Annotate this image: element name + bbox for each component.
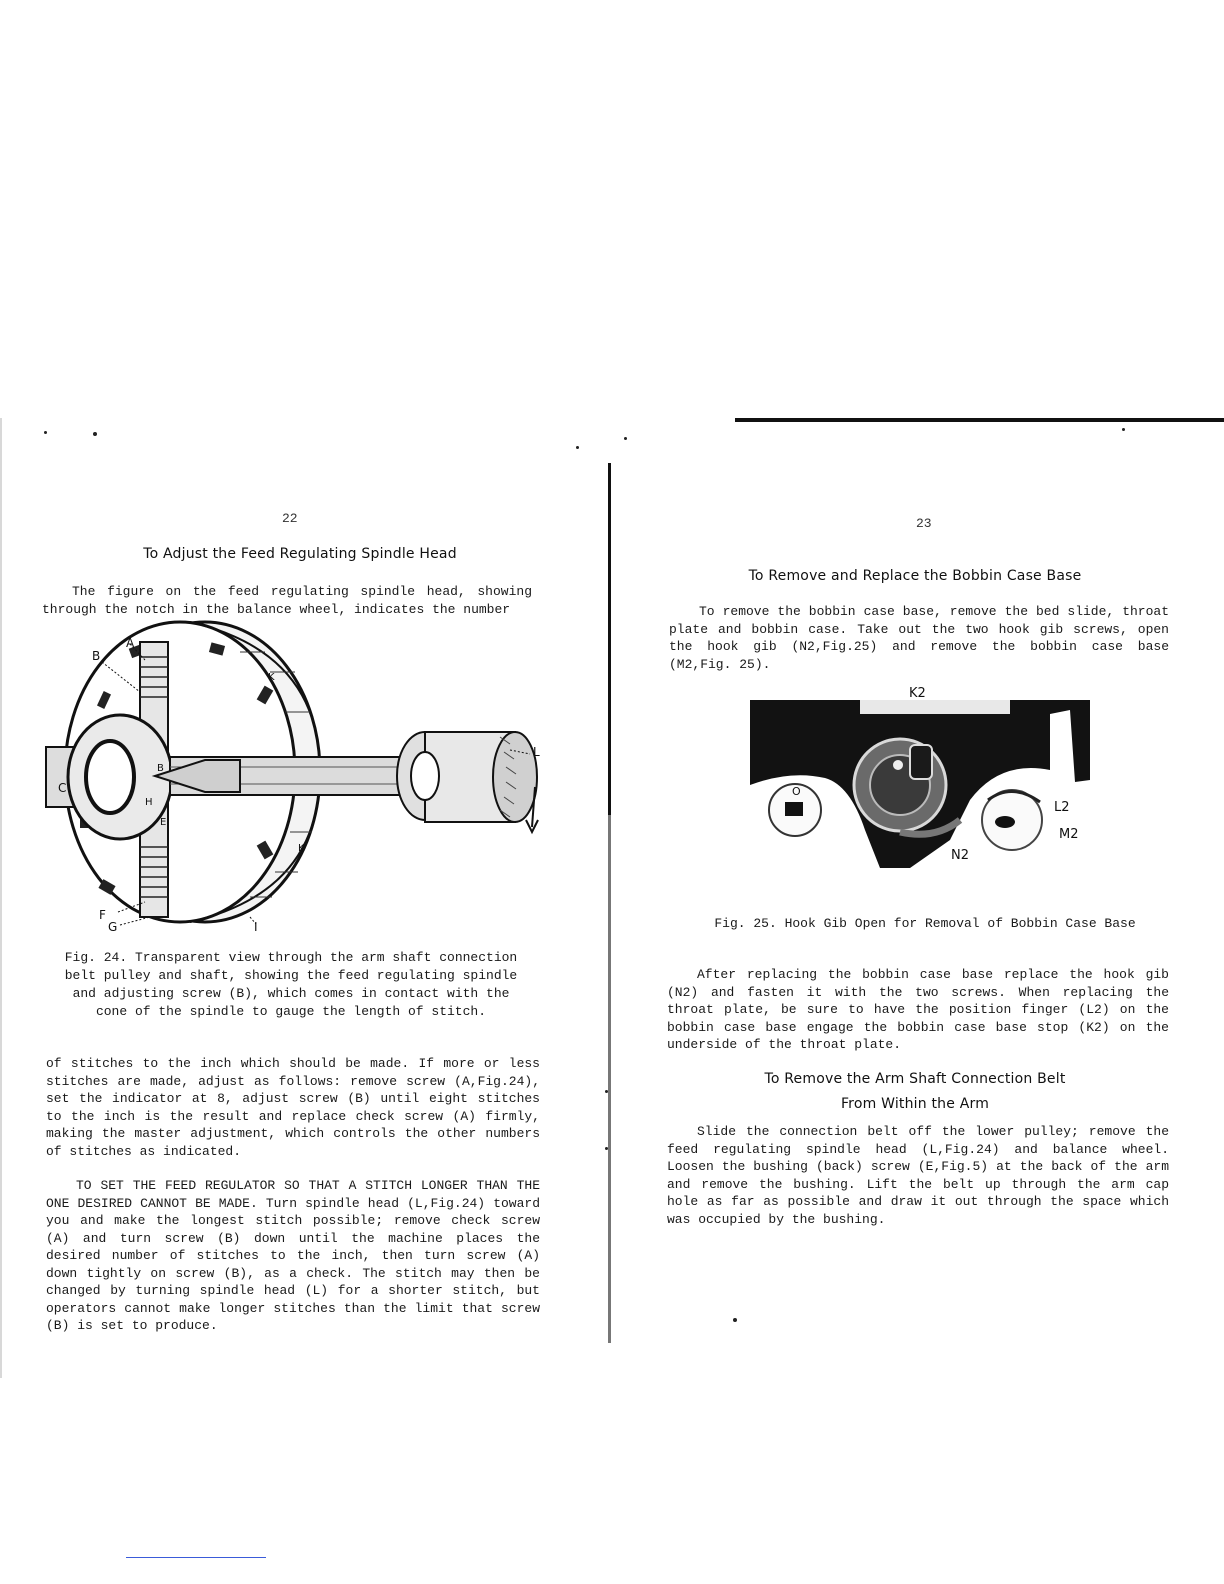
scan-speck	[605, 1147, 608, 1150]
left-paragraph-1: of stitches to the inch which should be made. If more or less stitches are made, adjust as follows: remove screw (A,Fig.24), set the indicator at 8, adjust screw (B) until eight stitches to the inch is the result and replace check screw (A) firmly, making the master adjustment, which controls the other numbers of stitches as indicated.	[46, 1056, 540, 1159]
section-title-line-2: From Within the Arm	[840, 1096, 990, 1112]
fig24-label-b-inner: B	[157, 763, 164, 774]
fig25-label-o: O	[792, 785, 801, 798]
scan-top-rule	[735, 418, 1224, 422]
fig24-label-l: L	[533, 745, 540, 759]
fig24-label-k-top: K	[268, 672, 275, 683]
page-title-left: To Adjust the Feed Regulating Spindle Head	[143, 546, 457, 562]
bottom-underline	[126, 1557, 266, 1558]
right-paragraph-1: To remove the bobbin case base, remove the bed slide, throat plate and bobbin case. Take out the two hook gib screws, open the hook gib (N2,Fig.25) and remove the bobbin case base (M2,Fig. 25).	[669, 604, 1169, 672]
fig24-pulley-diagram	[40, 632, 550, 932]
page-number-right: 23	[916, 516, 932, 531]
fig24-label-h: H	[145, 797, 153, 808]
fig24-label-f: F	[99, 908, 106, 922]
fig25-caption: Fig. 25. Hook Gib Open for Removal of Bobbin Case Base	[714, 916, 1136, 931]
fig25-label-k2: K2	[909, 686, 926, 701]
throat-plate-strip	[860, 700, 1010, 714]
page-number-left: 22	[282, 511, 298, 526]
hub-bore	[86, 741, 134, 813]
scan-speck	[624, 437, 627, 440]
intro-paragraph: The figure on the feed regulating spindle head, showing through the notch in the balance wheel, indicates the number	[42, 584, 532, 617]
fig24-label-a: A	[126, 636, 135, 650]
fig24-label-k-bottom: K	[298, 843, 305, 854]
page-title-right: To Remove and Replace the Bobbin Case Base	[748, 568, 1082, 584]
fig25-label-n2: N2	[951, 848, 969, 863]
fig25-label-m2: M2	[1059, 827, 1079, 842]
scan-edge-left	[0, 418, 2, 1378]
fig24-label-i: I	[254, 920, 258, 934]
fig24-label-e: E	[160, 817, 167, 828]
position-finger	[910, 745, 932, 779]
left-paragraph-2: TO SET THE FEED REGULATOR SO THAT A STITCH LONGER THAN THE ONE DESIRED CANNOT BE MADE. Turn spindle head (L,Fig.24) toward you and make the longest stitch possible; remove check screw (A) and turn screw (B) down until the machine places the desired number of stitches to the inch, then turn screw (A) down tightly on screw (B), as a check. The stitch may then be changed by turning spindle head (L) for a shorter stitch, but operators cannot make longer stitches than the limit that screw (B) is set to produce.	[46, 1178, 540, 1333]
scan-speck	[576, 446, 579, 449]
scan-speck	[1122, 428, 1125, 431]
fig24-label-c: C	[58, 781, 67, 795]
right-paragraph-2: After replacing the bobbin case base replace the hook gib (N2) and fasten it with the two screws. When replacing the throat plate, be sure to have the position finger (L2) on the bobbin case base engage the bobbin case base stop (K2) on the underside of the throat plate.	[667, 967, 1169, 1052]
fig25-label-l2: L2	[1054, 800, 1070, 815]
right-paragraph-3: Slide the connection belt off the lower pulley; remove the feed regulating spindle head (L,Fig.24) and balance wheel. Loosen the bushing (back) screw (E,Fig.5) at the back of the arm and remove the bushing. Lift the belt up through the arm cap hole as far as possible and draw it out through the space which was occupied by the bushing.	[667, 1124, 1169, 1227]
fig24-label-b: B	[92, 649, 101, 663]
fig24-label-g: G	[108, 920, 118, 934]
scan-speck	[93, 432, 97, 436]
scan-speck	[733, 1318, 737, 1322]
fig25-photo	[750, 690, 1090, 870]
fig24-caption: Fig. 24. Transparent view through the arm shaft connection belt pulley and shaft, showing the feed regulating spindle and adjusting screw (B), which comes in contact with the cone of the spindle to gauge the length of stitch.	[64, 950, 518, 1019]
page-gutter	[608, 463, 611, 1343]
scan-speck	[44, 431, 47, 434]
scan-speck	[605, 1090, 608, 1093]
spindle-head-face	[493, 732, 537, 822]
section-title-line-1: To Remove the Arm Shaft Connection Belt	[764, 1071, 1066, 1087]
